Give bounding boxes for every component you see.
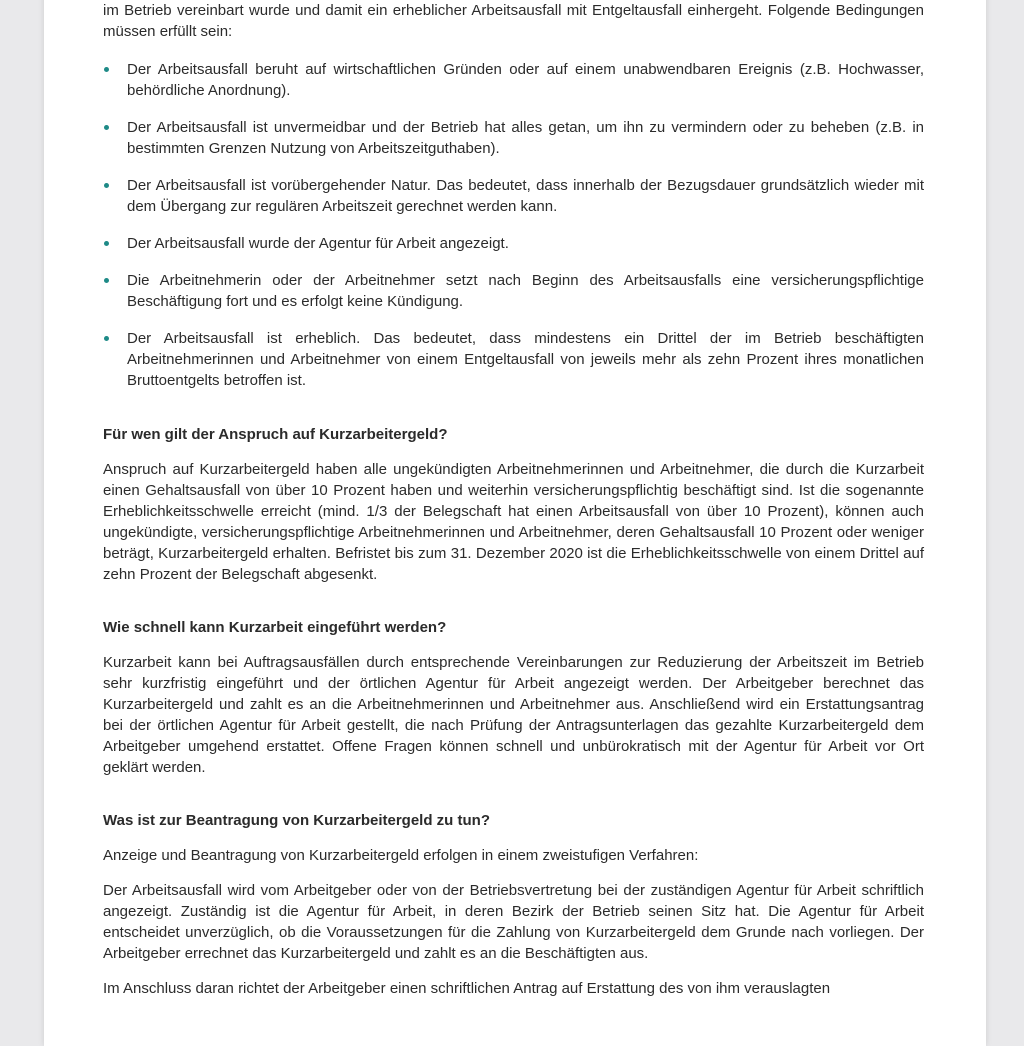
section-paragraph: Anzeige und Beantragung von Kurzarbeitergeld erfolgen in einem zweistufigen Verfahren:	[103, 847, 699, 864]
list-item-text: Der Arbeitsausfall wurde der Agentur für Arbeit angezeigt.	[127, 235, 509, 252]
bullet-dot-icon	[104, 125, 109, 130]
list-item-text: Der Arbeitsausfall ist erheblich. Das bedeutet, dass mindestens ein Drittel der im Betrieb beschäftigten Arbeitnehmerinnen und Arbeitnehmer von einem Entgeltausfall von jeweils mehr als zehn Prozent ihres monatlichen Bruttoentgelts betroffen ist.	[127, 330, 924, 389]
conditions-list	[103, 59, 924, 391]
section-paragraph: Anspruch auf Kurzarbeitergeld haben alle ungekündigten Arbeitnehmerinnen und Arbeitnehmer, die durch die Kurzarbeit einen Gehaltsausfall von über 10 Prozent haben und weiterhin versicherungspflichtig beschäftigt sind. Ist die sogenannte Erheblichkeitsschwelle erreicht (mind. 1/3 der Belegschaft hat einen Arbeitsausfall von über 10 Prozent), können auch ungekündigte, versicherungspflichtige Arbeitnehmerinnen und Arbeitnehmer, deren Gehaltsausfall 10 Prozent oder weniger beträgt, Kurzarbeitergeld erhalten. Befristet bis zum 31. Dezember 2020 ist die Erheblichkeitsschwelle von einem Drittel auf zehn Prozent der Belegschaft abgesenkt.	[103, 461, 924, 583]
list-item-text: Der Arbeitsausfall ist vorübergehender Natur. Das bedeutet, dass innerhalb der Bezugsdauer grundsätzlich wieder mit dem Übergang zur regulären Arbeitszeit gerechnet werden kann.	[127, 177, 924, 215]
bullet-dot-icon	[104, 67, 109, 72]
list-item	[103, 117, 924, 159]
bullet-dot-icon	[104, 241, 109, 246]
list-item	[103, 328, 924, 391]
bullet-dot-icon	[104, 278, 109, 283]
section-paragraph: Kurzarbeit kann bei Auftragsausfällen durch entsprechende Vereinbarungen zur Reduzierung der Arbeitszeit im Betrieb sehr kurzfristig eingeführt und der örtlichen Agentur für Arbeit angezeigt werden. Der Arbeitgeber berechnet das Kurzarbeitergeld und zahlt es an die Arbeitnehmerinnen und Arbeitnehmer aus. Anschließend wird ein Erstattungsantrag bei der örtlichen Agentur für Arbeit gestellt, die nach Prüfung der Antragsunterlagen das gezahlte Kurzarbeitergeld dem Arbeitgeber umgehend erstattet. Offene Fragen können schnell und unbürokratisch mit der Agentur für Arbeit vor Ort geklärt werden.	[103, 654, 924, 776]
section-paragraph: Im Anschluss daran richtet der Arbeitgeber einen schriftlichen Antrag auf Erstattung des von ihm verauslagten	[103, 980, 831, 997]
intro-paragraph: im Betrieb vereinbart wurde und damit ein erheblicher Arbeitsausfall mit Entgeltausfall einhergeht. Folgende Bedingungen müssen erfüllt sein:	[103, 2, 924, 40]
section-paragraph: Der Arbeitsausfall wird vom Arbeitgeber oder von der Betriebsvertretung bei der zuständigen Agentur für Arbeit schriftlich angezeigt. Zuständig ist die Agentur für Arbeit, in deren Bezirk der Betrieb seinen Sitz hat. Die Agentur für Arbeit entscheidet unverzüglich, ob die Voraussetzungen für die Zahlung von Kurzarbeitergeld dem Grunde nach vorliegen. Der Arbeitgeber errechnet das Kurzarbeitergeld und zahlt es an die Beschäftigten aus.	[103, 882, 924, 962]
document-content	[103, 0, 924, 999]
section-heading-application: Was ist zur Beantragung von Kurzarbeitergeld zu tun?	[103, 812, 490, 829]
section-heading-eligibility: Für wen gilt der Anspruch auf Kurzarbeitergeld?	[103, 426, 448, 443]
list-item	[103, 59, 924, 101]
section-heading-speed: Wie schnell kann Kurzarbeit eingeführt werden?	[103, 619, 447, 636]
list-item	[103, 233, 924, 254]
list-item-text: Die Arbeitnehmerin oder der Arbeitnehmer setzt nach Beginn des Arbeitsausfalls eine versicherungspflichtige Beschäftigung fort und es erfolgt keine Kündigung.	[127, 272, 924, 310]
list-item	[103, 270, 924, 312]
list-item	[103, 175, 924, 217]
bullet-dot-icon	[104, 336, 109, 341]
bullet-dot-icon	[104, 183, 109, 188]
document-page	[44, 0, 986, 1046]
list-item-text: Der Arbeitsausfall ist unvermeidbar und der Betrieb hat alles getan, um ihn zu vermindern oder zu beheben (z.B. in bestimmten Grenzen Nutzung von Arbeitszeitguthaben).	[127, 119, 924, 157]
list-item-text: Der Arbeitsausfall beruht auf wirtschaftlichen Gründen oder auf einem unabwendbaren Ereignis (z.B. Hochwasser, behördliche Anordnung).	[127, 61, 924, 99]
